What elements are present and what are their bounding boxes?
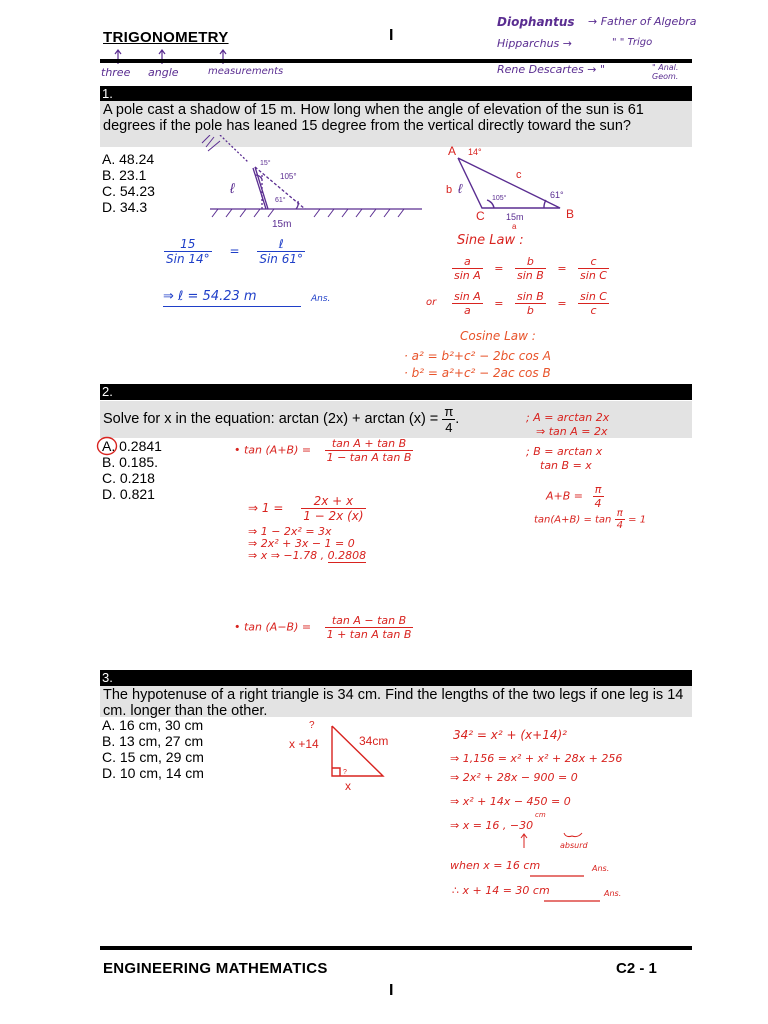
q3-answer-mark-2: Ans. <box>604 889 622 898</box>
choice-a[interactable]: A. 0.2841 <box>102 438 162 454</box>
answer-mark-1: Ans. <box>311 294 331 304</box>
triangle-leg-label: x +14 <box>289 737 319 751</box>
triangle-abc-figure <box>440 140 590 230</box>
side-l: ℓ <box>458 181 463 196</box>
question-2-pi: π <box>444 403 454 419</box>
pole-angle-105: 105° <box>280 172 297 181</box>
q3-line-5: ⇒ x = 16 , −30 <box>450 819 534 832</box>
cosine-law-b: · b² = a²+c² − 2ac cos B <box>404 366 551 380</box>
sine-law-form-1: $\frac{a}{\text{sin A}}$ = $\frac{b}{\text{sin B}}$ = $\frac{c}{\text{sin C}}$ <box>454 255 607 282</box>
header-rule <box>100 59 692 63</box>
question-2-number: 2. <box>100 384 692 400</box>
choice-b[interactable]: B. 0.185. <box>102 454 159 470</box>
sine-law-form-2: $\frac{\text{sin A}}{a}$ = $\frac{\text{sin B}}{b}$ = $\frac{\text{sin C}}{c}$ <box>454 290 607 317</box>
choice-b[interactable]: B. 13 cm, 27 cm <box>102 733 204 749</box>
note-diophantus: Diophantus <box>497 15 575 29</box>
right-triangle-figure <box>285 718 405 798</box>
q3-line-6: when x = 16 cm <box>450 859 541 872</box>
q3-line-2: ⇒ 1,156 = x² + x² + 28x + 256 <box>450 752 623 765</box>
triangle-base-label: x <box>345 779 351 793</box>
angle-61: 61° <box>550 190 564 200</box>
choice-c[interactable]: C. 15 cm, 29 cm <box>102 749 204 765</box>
triangle-question-1: ? <box>309 720 315 731</box>
side-notes: ; A = arctan 2x ⇒ tan A = 2x ; B = arctan x tan B = x <box>526 411 610 472</box>
pole-angle-61: 61° <box>275 197 286 204</box>
choice-b[interactable]: B. 23.1 <box>102 167 147 183</box>
q3-absurd: absurd <box>560 841 588 850</box>
q3-line-7: ∴ x + 14 = 30 cm <box>452 884 550 897</box>
side-c: c <box>516 169 522 181</box>
question-1-number: 1. <box>100 86 692 102</box>
question-1-text: A pole cast a shadow of 15 m. How long when the angle of elevation of the sun is 61 degrees if the pole has leaned 15 degree from the vertical directly toward the sun? <box>100 101 692 147</box>
tan-sum-identity: • tan (A+B) = $\frac{\text{tan A + tan B}}{\text{1 − tan A tan B}}$ <box>234 437 412 464</box>
question-2-four: 4 <box>445 419 453 435</box>
sine-ratio-equation <box>164 237 305 266</box>
page-mark: I <box>389 27 394 44</box>
q3-answer-mark-1: Ans. <box>592 864 610 873</box>
footer-course-title: ENGINEERING MATHEMATICS <box>103 960 328 977</box>
cosine-law-a: · a² = b²+c² − 2bc cos A <box>404 349 551 363</box>
vertex-b: B <box>566 207 575 221</box>
question-3-text: The hypotenuse of a right triangle is 34 cm. Find the lengths of the two legs if one leg is 14 cm. longer than the other. <box>100 686 692 717</box>
note-three: three <box>101 66 131 79</box>
note-hipparchus: Hipparchus → <box>497 37 572 50</box>
ratio-equals: = <box>229 244 240 258</box>
note-measurements: measurements <box>208 66 284 77</box>
ratio-den-2: Sin 61° <box>259 252 303 266</box>
sine-law-title: Sine Law : <box>457 233 524 248</box>
step-1: ⇒ 1 = $\frac{2x + x}{1 - 2x (x)}$ <box>248 494 364 523</box>
footer-page-number: C2 - 1 <box>616 960 657 977</box>
page-title: TRIGONOMETRY <box>103 29 229 46</box>
side-b: b <box>446 184 453 196</box>
ratio-num-2: ℓ <box>257 237 305 252</box>
choice-d[interactable]: D. 10 cm, 14 cm <box>102 765 204 781</box>
note-angle: angle <box>148 66 179 79</box>
pole-label: ℓ <box>230 180 235 196</box>
pole-angle-15: 15° <box>260 160 271 167</box>
pole-length-answer: ⇒ ℓ = 54.23 m <box>163 289 301 307</box>
sine-law-or: or <box>426 297 437 308</box>
question-1-choices <box>102 151 155 215</box>
question-3-number: 3. <box>100 670 692 686</box>
leaning-pole-figure <box>200 135 425 230</box>
vertex-a: A <box>448 144 457 158</box>
choice-a[interactable]: A. 48.24 <box>102 151 155 167</box>
question-3-choices <box>102 717 204 781</box>
note-descartes: Rene Descartes → " <box>497 63 606 76</box>
footer-rule <box>100 946 692 950</box>
angle-105: 105° <box>492 195 507 202</box>
step-3: ⇒ 2x² + 3x − 1 = 0 <box>248 537 355 550</box>
q3-line-3: ⇒ 2x² + 28x − 900 = 0 <box>450 771 578 784</box>
solution-steps <box>248 526 366 562</box>
tan-sum-value: tan(A+B) = tan $\frac{\pi}{4}$ = 1 <box>534 508 647 531</box>
choice-c[interactable]: C. 54.23 <box>102 183 155 199</box>
note-descartes-role: " Anal. Geom. <box>652 63 679 81</box>
note-hipparchus-role: " " Trigo <box>612 37 653 48</box>
side-a: a <box>512 222 517 230</box>
tan-diff-identity: • tan (A−B) = $\frac{\text{tan A − tan B}}{\text{1 + tan A tan B}}$ <box>234 614 412 641</box>
ratio-den-1: Sin 14° <box>166 252 210 266</box>
choice-a[interactable]: A. 16 cm, 30 cm <box>102 717 204 733</box>
shadow-label: 15m <box>272 219 292 230</box>
question-2-text: Solve for x in the equation: arctan (2x) + arctan (x) = <box>103 411 443 427</box>
step-4: ⇒ x ⇒ −1.78 , 0.2808 <box>248 549 367 562</box>
triangle-question-2: ? <box>343 769 347 776</box>
q3-line-4: ⇒ x² + 14x − 450 = 0 <box>450 795 571 808</box>
angle-sum: A+B = $\frac{\pi}{4}$ <box>546 483 602 510</box>
selected-answer-circle <box>96 436 120 456</box>
angle-a: 14° <box>468 147 482 157</box>
choice-c[interactable]: C. 0.218 <box>102 470 155 486</box>
choice-d[interactable]: D. 34.3 <box>102 199 148 215</box>
cosine-law-title: Cosine Law : <box>460 329 536 343</box>
triangle-hypotenuse-label: 34cm <box>359 734 389 748</box>
question-2-box: Solve for x in the equation: arctan (2x) + arctan (x) = $\frac{\pi}{4}$ . <box>100 401 692 438</box>
vertex-c: C <box>476 209 485 223</box>
footer-page-mark: I <box>389 982 394 999</box>
ratio-num-1: 15 <box>164 237 212 252</box>
answer-underlines <box>450 870 610 910</box>
q3-line-1: 34² = x² + (x+14)² <box>453 728 567 742</box>
base-label: 15m <box>506 212 524 222</box>
choice-d[interactable]: D. 0.821 <box>102 486 155 502</box>
step-2: ⇒ 1 − 2x² = 3x <box>248 525 332 538</box>
note-diophantus-role: → Father of Algebra <box>588 15 697 28</box>
q3-cm-note: cm <box>535 811 546 819</box>
